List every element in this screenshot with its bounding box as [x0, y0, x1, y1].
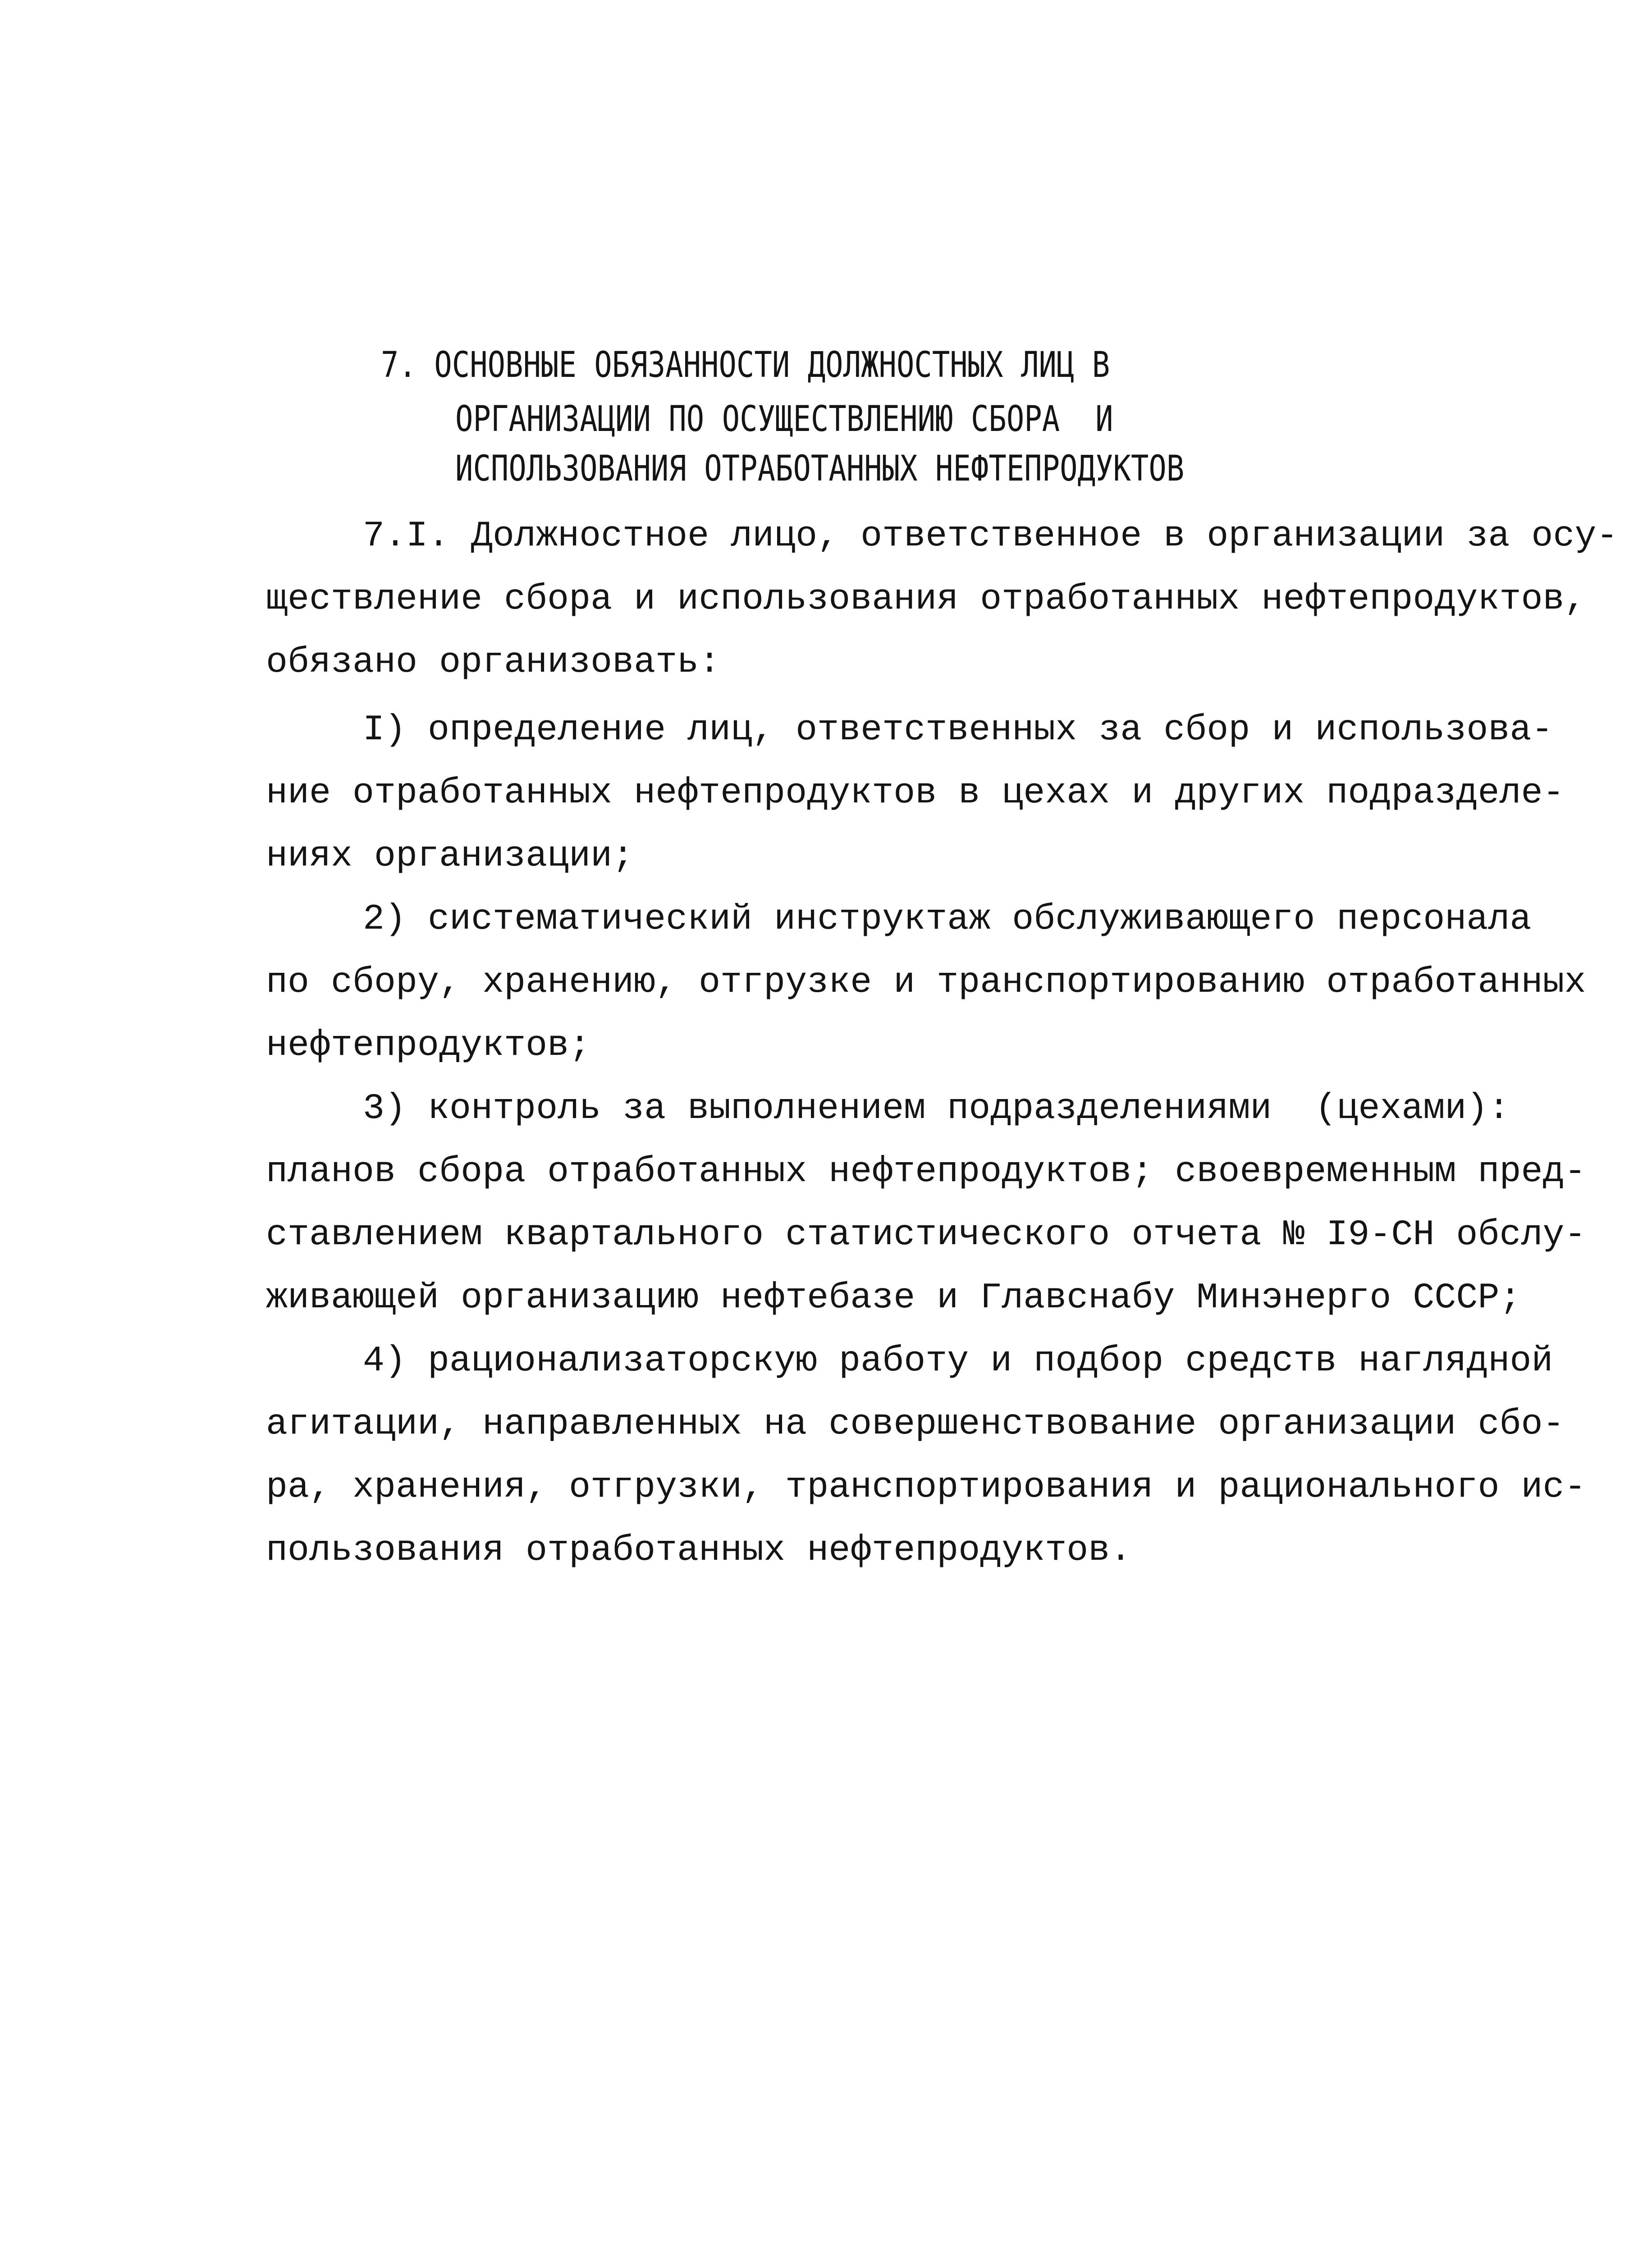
paragraph-line: по сбору, хранению, отгрузке и транспортированию отработанных	[266, 962, 1586, 1003]
heading-line: ОРГАНИЗАЦИИ ПО ОСУЩЕСТВЛЕНИЮ СБОРА И	[455, 399, 1113, 440]
paragraph-line: ставлением квартального статистического отчета № I9-СН обслу-	[266, 1214, 1586, 1255]
heading-line: ИСПОЛЬЗОВАНИЯ ОТРАБОТАННЫХ НЕФТЕПРОДУКТОВ	[455, 449, 1185, 489]
paragraph-line: планов сбора отработанных нефтепродуктов; своевременным пред-	[266, 1151, 1586, 1192]
paragraph-line: пользования отработанных нефтепродуктов.	[266, 1530, 1132, 1571]
paragraph-line: I) определение лиц, ответственных за сбор и использова-	[363, 710, 1553, 751]
paragraph-line: ществление сбора и использования отработанных нефтепродуктов,	[266, 579, 1586, 620]
paragraph-line: ниях организации;	[266, 836, 634, 877]
paragraph-line: 3) контроль за выполнением подразделениями (цехами):	[363, 1088, 1510, 1129]
paragraph-line: обязано организовать:	[266, 642, 721, 683]
paragraph-line: 7.I. Должностное лицо, ответственное в организации за осу-	[363, 516, 1618, 557]
paragraph-line: 4) рационализаторскую работу и подбор средств наглядной	[363, 1341, 1553, 1382]
paragraph-line: 2) систематический инструктаж обслуживающего персонала	[363, 899, 1532, 940]
paragraph-line: ние отработанных нефтепродуктов в цехах и других подразделе-	[266, 773, 1565, 814]
heading-line: 7. ОСНОВНЫЕ ОБЯЗАННОСТИ ДОЛЖНОСТНЫХ ЛИЦ В	[381, 345, 1110, 385]
paragraph-line: ра, хранения, отгрузки, транспортирования и рационального ис-	[266, 1467, 1586, 1508]
paragraph-line: агитации, направленных на совершенствование организации сбо-	[266, 1404, 1565, 1445]
paragraph-line: нефтепродуктов;	[266, 1025, 591, 1066]
paragraph-line: живающей организацию нефтебазе и Главснабу Минэнерго СССР;	[266, 1278, 1521, 1319]
